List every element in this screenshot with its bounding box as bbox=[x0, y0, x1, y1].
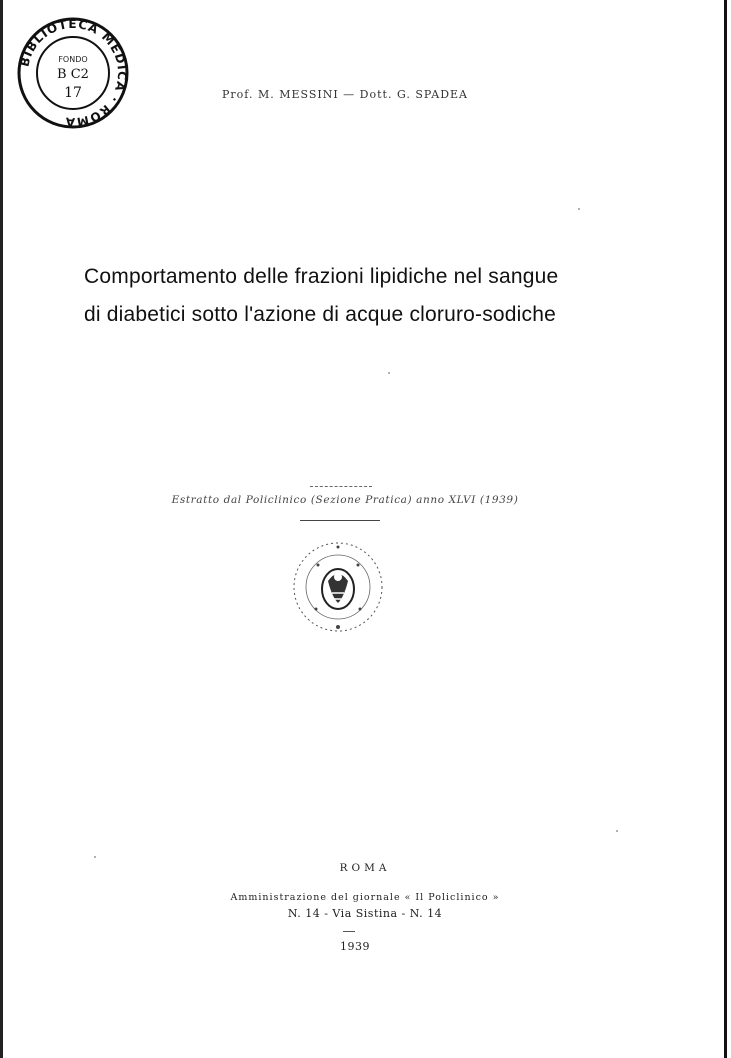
divider-top bbox=[310, 486, 372, 487]
scan-speck bbox=[388, 372, 390, 374]
stamp-seal-icon bbox=[14, 14, 132, 132]
authors-line: Prof. M. MESSINI — Dott. G. SPADEA bbox=[221, 88, 469, 101]
publisher-emblem bbox=[288, 537, 388, 637]
scan-edge-right bbox=[724, 0, 727, 1058]
document-title bbox=[78, 258, 618, 334]
scan-edge-left bbox=[0, 0, 3, 1058]
publisher-address: N. 14 - Via Sistina - N. 14 bbox=[287, 907, 443, 920]
stamp-ring-text: BIBLIOTECA MEDICA · ROMA bbox=[17, 16, 130, 130]
scan-speck bbox=[616, 830, 618, 832]
divider-bottom bbox=[300, 520, 380, 521]
publisher-block bbox=[200, 862, 530, 920]
stamp-shelf: B C2 bbox=[57, 67, 89, 82]
publisher-city: ROMA bbox=[339, 862, 391, 874]
scan-speck bbox=[578, 208, 580, 210]
emblem-medallion-icon bbox=[288, 537, 388, 637]
title-line-2: di diabetici sotto l'azione di acque cloruro-sodiche bbox=[84, 303, 557, 326]
library-stamp bbox=[14, 14, 132, 132]
extract-note: Estratto dal Policlinico (Sezione Pratica) anno XLVI (1939) bbox=[171, 494, 519, 506]
publisher-divider bbox=[343, 931, 355, 932]
scan-speck bbox=[94, 856, 96, 858]
stamp-number: 17 bbox=[64, 85, 82, 101]
publication-year: 1939 bbox=[340, 940, 370, 953]
stamp-label: FONDO bbox=[58, 55, 88, 64]
publisher-house: Amministrazione del giornale « Il Policlinico » bbox=[230, 892, 500, 903]
title-line-1: Comportamento delle frazioni lipidiche nel sangue bbox=[84, 265, 559, 288]
